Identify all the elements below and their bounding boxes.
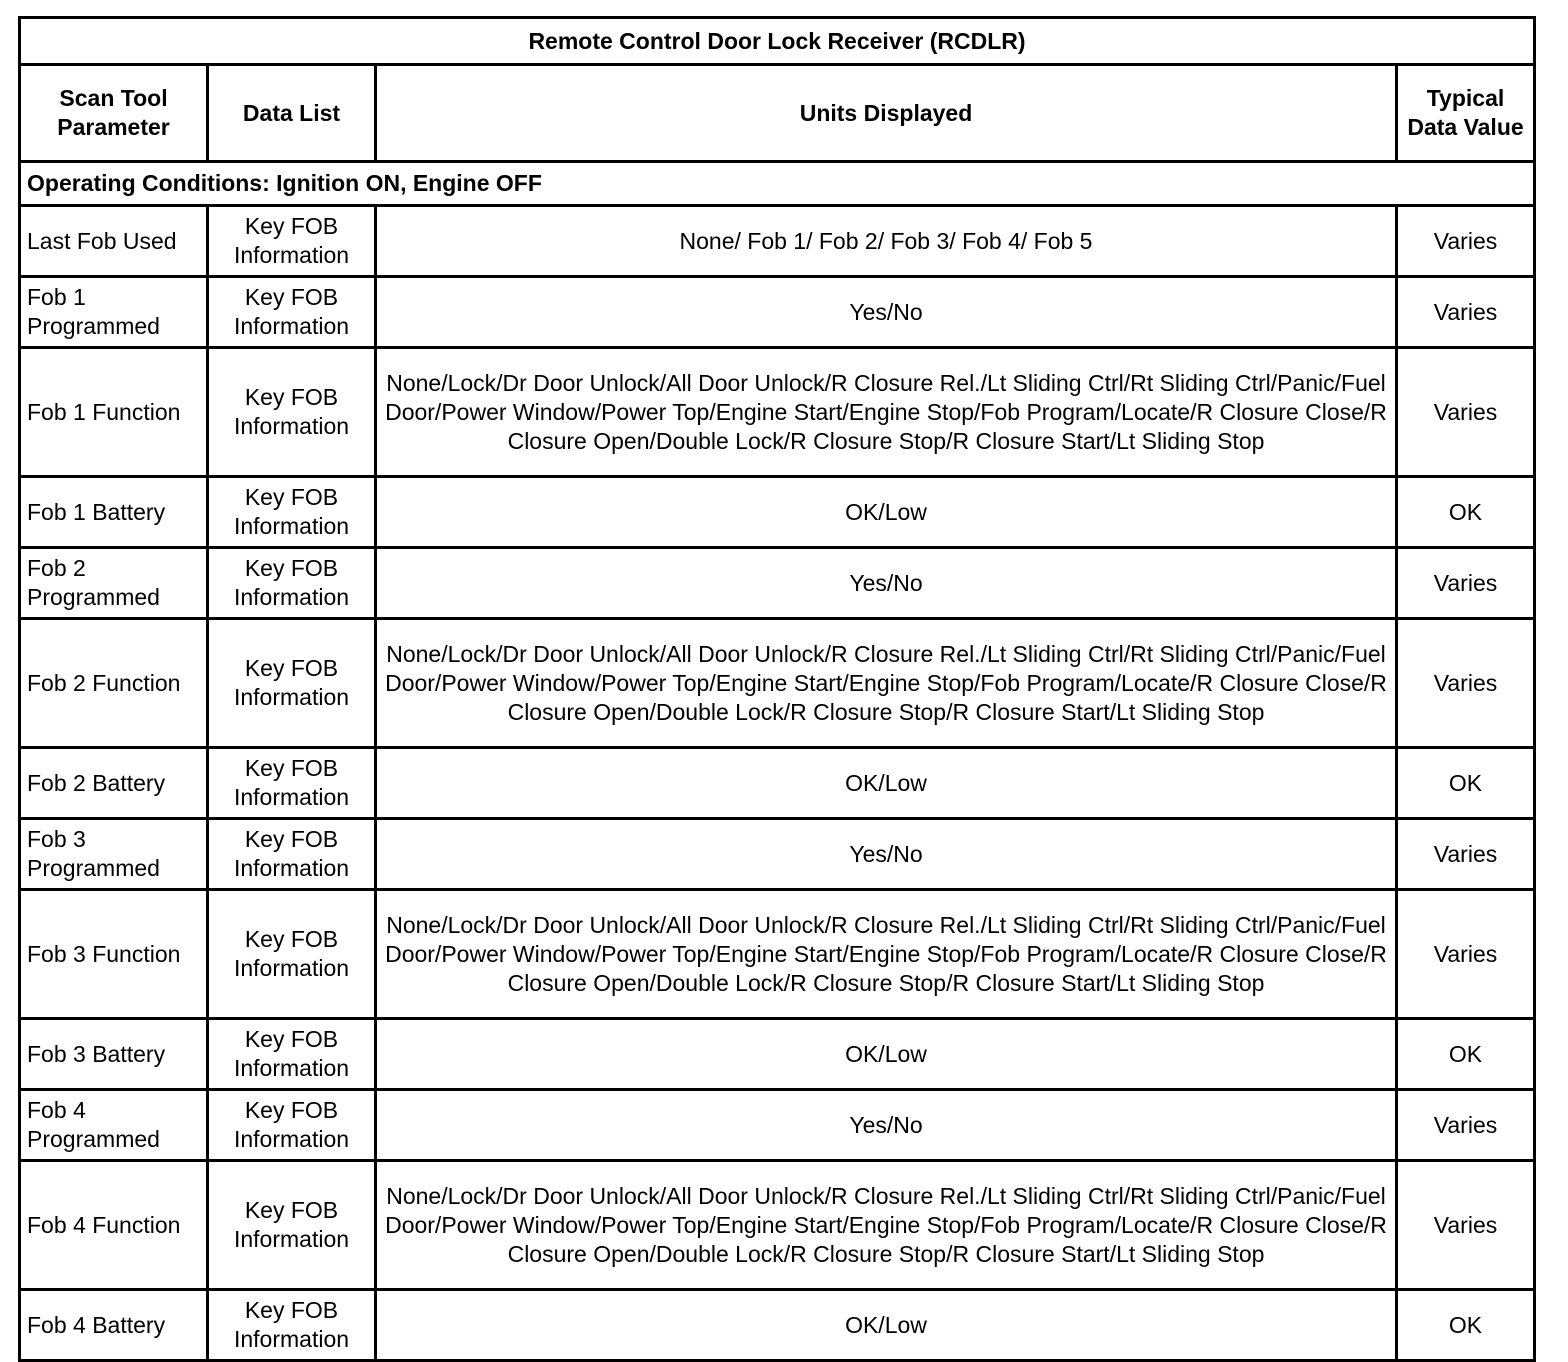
typical-value-cell: Varies <box>1397 619 1535 748</box>
param-cell: Fob 2 Programmed <box>20 548 208 619</box>
typical-value-cell: Varies <box>1397 1161 1535 1290</box>
param-cell: Fob 3 Battery <box>20 1019 208 1090</box>
param-cell: Fob 3 Function <box>20 890 208 1019</box>
data-list-cell: Key FOB Information <box>208 619 376 748</box>
header-scan-tool-parameter: Scan Tool Parameter <box>20 65 208 162</box>
units-cell: OK/Low <box>376 748 1397 819</box>
units-cell: Yes/No <box>376 1090 1397 1161</box>
typical-value-cell: OK <box>1397 1290 1535 1361</box>
units-cell: OK/Low <box>376 477 1397 548</box>
table-row <box>20 477 1535 548</box>
typical-value-cell: Varies <box>1397 277 1535 348</box>
units-cell: Yes/No <box>376 819 1397 890</box>
typical-value-cell: OK <box>1397 748 1535 819</box>
table-row <box>20 819 1535 890</box>
data-list-cell: Key FOB Information <box>208 548 376 619</box>
param-cell: Fob 1 Battery <box>20 477 208 548</box>
header-row <box>20 65 1535 162</box>
param-cell: Fob 1 Programmed <box>20 277 208 348</box>
units-cell: None/Lock/Dr Door Unlock/All Door Unlock/R Closure Rel./Lt Sliding Ctrl/Rt Sliding Ctrl/Panic/Fuel Door/Power Window/Power Top/Engine Start/Engine Stop/Fob Program/Locate/R Closure Close/R Closure Open/Double Lock/R Closure Stop/R Closure Start/Lt Sliding Stop <box>376 1161 1397 1290</box>
table-row <box>20 348 1535 477</box>
table-row <box>20 548 1535 619</box>
table-row <box>20 1090 1535 1161</box>
units-cell: None/Lock/Dr Door Unlock/All Door Unlock/R Closure Rel./Lt Sliding Ctrl/Rt Sliding Ctrl/Panic/Fuel Door/Power Window/Power Top/Engine Start/Engine Stop/Fob Program/Locate/R Closure Close/R Closure Open/Double Lock/R Closure Stop/R Closure Start/Lt Sliding Stop <box>376 890 1397 1019</box>
units-cell: OK/Low <box>376 1290 1397 1361</box>
data-list-cell: Key FOB Information <box>208 748 376 819</box>
table-row <box>20 890 1535 1019</box>
header-typical-data-value: Typical Data Value <box>1397 65 1535 162</box>
table-row <box>20 277 1535 348</box>
typical-value-cell: Varies <box>1397 890 1535 1019</box>
units-cell: OK/Low <box>376 1019 1397 1090</box>
param-cell: Fob 4 Function <box>20 1161 208 1290</box>
data-list-cell: Key FOB Information <box>208 819 376 890</box>
data-list-cell: Key FOB Information <box>208 1161 376 1290</box>
rcdlr-data-table <box>18 16 1536 1362</box>
data-list-cell: Key FOB Information <box>208 477 376 548</box>
table-title: Remote Control Door Lock Receiver (RCDLR) <box>20 18 1535 65</box>
data-list-cell: Key FOB Information <box>208 1090 376 1161</box>
header-units-displayed: Units Displayed <box>376 65 1397 162</box>
units-cell: None/Lock/Dr Door Unlock/All Door Unlock/R Closure Rel./Lt Sliding Ctrl/Rt Sliding Ctrl/Panic/Fuel Door/Power Window/Power Top/Engine Start/Engine Stop/Fob Program/Locate/R Closure Close/R Closure Open/Double Lock/R Closure Stop/R Closure Start/Lt Sliding Stop <box>376 619 1397 748</box>
param-cell: Fob 2 Battery <box>20 748 208 819</box>
typical-value-cell: Varies <box>1397 206 1535 277</box>
param-cell: Fob 1 Function <box>20 348 208 477</box>
typical-value-cell: Varies <box>1397 819 1535 890</box>
data-list-cell: Key FOB Information <box>208 206 376 277</box>
units-cell: None/Lock/Dr Door Unlock/All Door Unlock/R Closure Rel./Lt Sliding Ctrl/Rt Sliding Ctrl/Panic/Fuel Door/Power Window/Power Top/Engine Start/Engine Stop/Fob Program/Locate/R Closure Close/R Closure Open/Double Lock/R Closure Stop/R Closure Start/Lt Sliding Stop <box>376 348 1397 477</box>
operating-conditions: Operating Conditions: Ignition ON, Engine OFF <box>20 162 1535 206</box>
param-cell: Fob 4 Battery <box>20 1290 208 1361</box>
param-cell: Fob 4 Programmed <box>20 1090 208 1161</box>
data-list-cell: Key FOB Information <box>208 1019 376 1090</box>
typical-value-cell: OK <box>1397 477 1535 548</box>
typical-value-cell: Varies <box>1397 348 1535 477</box>
param-cell: Fob 2 Function <box>20 619 208 748</box>
data-list-cell: Key FOB Information <box>208 1290 376 1361</box>
table-row <box>20 748 1535 819</box>
typical-value-cell: Varies <box>1397 1090 1535 1161</box>
conditions-row <box>20 162 1535 206</box>
param-cell: Last Fob Used <box>20 206 208 277</box>
units-cell: Yes/No <box>376 548 1397 619</box>
data-list-cell: Key FOB Information <box>208 277 376 348</box>
param-cell: Fob 3 Programmed <box>20 819 208 890</box>
header-data-list: Data List <box>208 65 376 162</box>
title-row <box>20 18 1535 65</box>
table-row <box>20 1161 1535 1290</box>
units-cell: Yes/No <box>376 277 1397 348</box>
table-row <box>20 1019 1535 1090</box>
table-row <box>20 619 1535 748</box>
table-row <box>20 1290 1535 1361</box>
typical-value-cell: OK <box>1397 1019 1535 1090</box>
typical-value-cell: Varies <box>1397 548 1535 619</box>
table-row <box>20 206 1535 277</box>
data-list-cell: Key FOB Information <box>208 348 376 477</box>
data-list-cell: Key FOB Information <box>208 890 376 1019</box>
units-cell: None/ Fob 1/ Fob 2/ Fob 3/ Fob 4/ Fob 5 <box>376 206 1397 277</box>
